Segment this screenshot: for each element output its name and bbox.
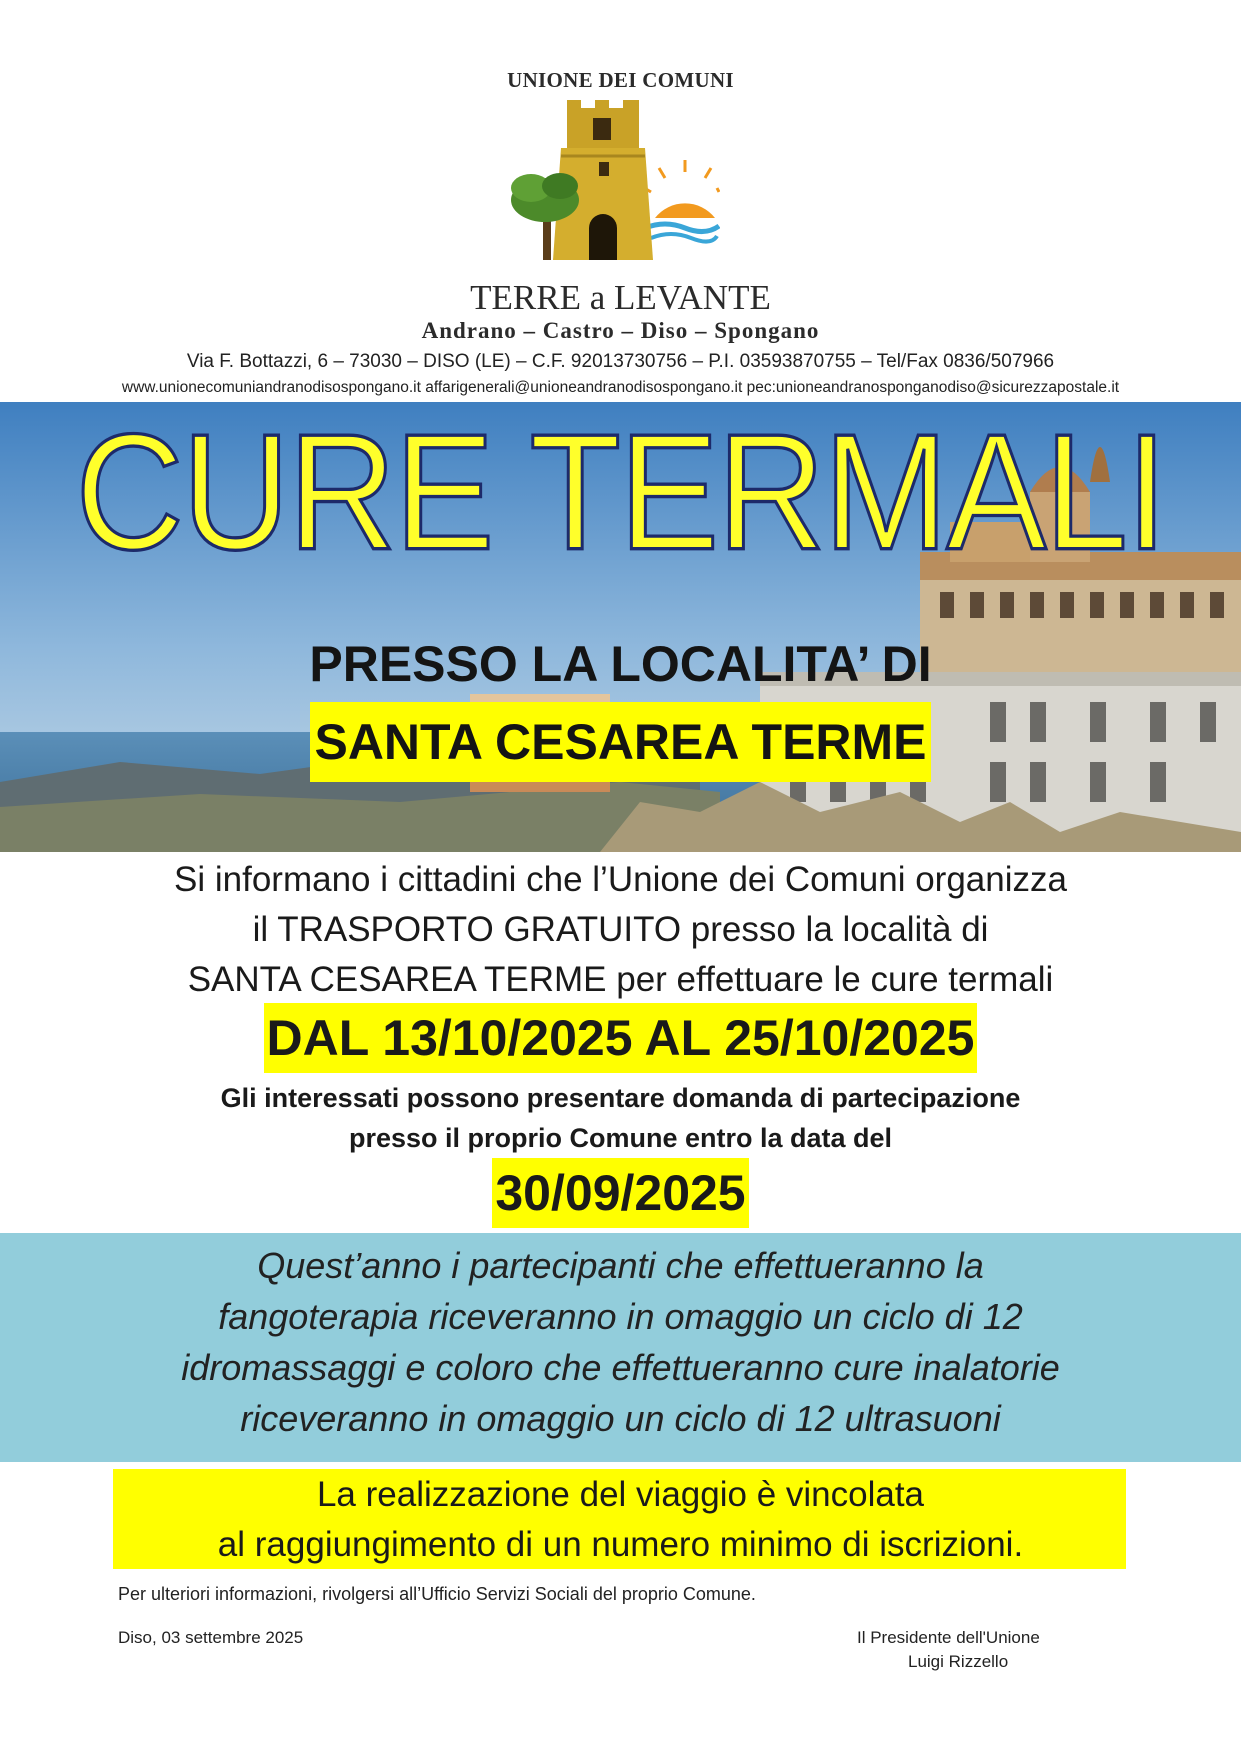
- signature-name: Luigi Rizzello: [908, 1652, 1009, 1671]
- application-deadline: 30/09/2025: [492, 1158, 748, 1228]
- org-name: TERRE a LEVANTE: [470, 278, 771, 317]
- sun-icon: [641, 160, 719, 218]
- info-line-2: il TRASPORTO GRATUITO presso la località di: [252, 910, 989, 949]
- trip-dates: DAL 13/10/2025 AL 25/10/2025: [264, 1003, 978, 1073]
- promo-line-3: idromassaggi e coloro che effettueranno cure inalatorie: [181, 1347, 1060, 1388]
- info-line-3: SANTA CESAREA TERME per effettuare le cure termali: [187, 960, 1054, 999]
- apply-line-1: Gli interessati possono presentare domanda di partecipazione: [220, 1083, 1021, 1113]
- more-info-text: Per ulteriori informazioni, rivolgersi all’Ufficio Servizi Sociali del proprio Comune.: [118, 1584, 756, 1604]
- location-name: SANTA CESAREA TERME: [310, 702, 930, 782]
- org-contacts: www.unionecomuniandranodisospongano.it affarigenerali@unioneandranodisospongano.it pec:unioneandranosponganodiso@sicurezzapostale.it: [121, 379, 1120, 396]
- org-address: Via F. Bottazzi, 6 – 73030 – DISO (LE) – C.F. 92013730756 – P.I. 03593870755 – Tel/Fax 0836/507966: [186, 351, 1055, 372]
- main-title: CURE TERMALI: [75, 399, 1166, 584]
- promo-line-1: Quest’anno i partecipanti che effettueranno la: [257, 1245, 984, 1286]
- org-towns: Andrano – Castro – Diso – Spongano: [421, 318, 820, 343]
- notice-line-1: La realizzazione del viaggio è vincolata: [316, 1475, 925, 1514]
- signature-role: Il Presidente dell'Unione: [857, 1628, 1040, 1647]
- dates-wrap: [0, 1003, 1241, 1073]
- notice-line-2: al raggiungimento di un numero minimo di iscrizioni.: [217, 1525, 1024, 1564]
- place-date: Diso, 03 settembre 2025: [118, 1628, 304, 1647]
- promo-line-4: riceveranno in omaggio un ciclo di 12 ultrasuoni: [240, 1398, 1001, 1439]
- deadline-wrap: [0, 1158, 1241, 1228]
- info-line-1: Si informano i cittadini che l’Unione dei Comuni organizza: [174, 860, 1067, 899]
- apply-line-2: presso il proprio Comune entro la data del: [348, 1123, 893, 1153]
- location-intro: PRESSO LA LOCALITA’ DI: [309, 636, 932, 692]
- org-header-top: UNIONE DEI COMUNI: [507, 68, 734, 92]
- location-name-wrap: [0, 702, 1241, 782]
- union-logo: [505, 100, 720, 270]
- promo-line-2: fangoterapia riceveranno in omaggio un ciclo di 12: [218, 1296, 1023, 1337]
